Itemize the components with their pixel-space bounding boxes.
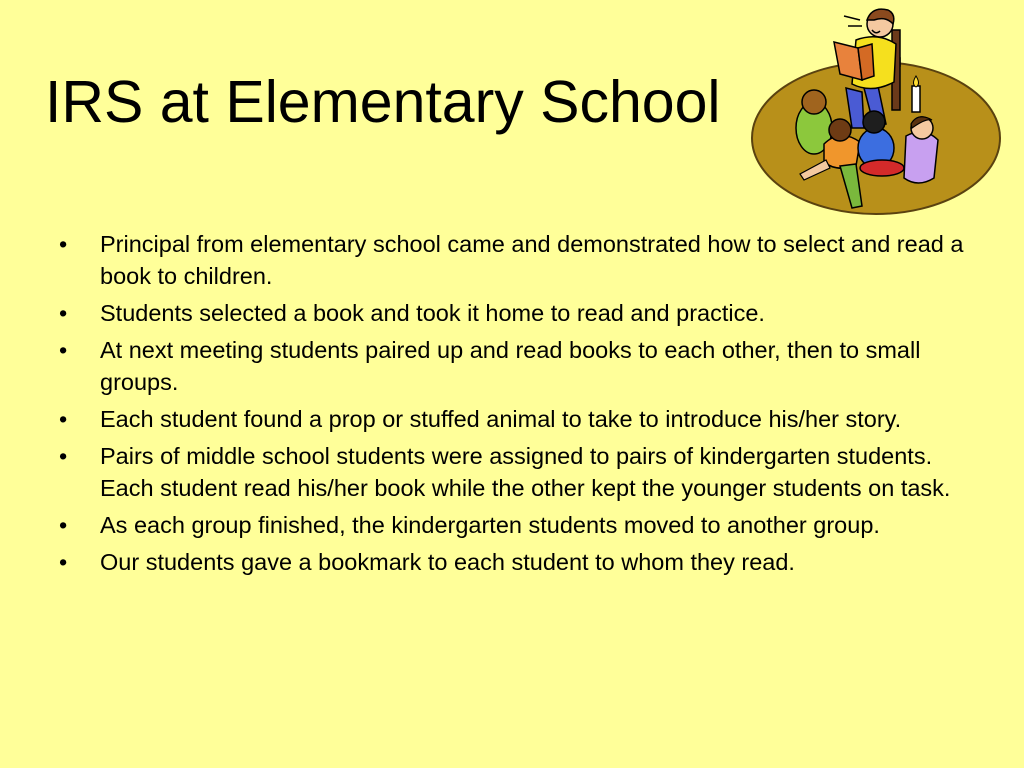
bullet-item [55,509,970,541]
bullet-mark: • [59,300,68,326]
storytime-teacher-reading-to-children-icon [748,2,1004,216]
bullet-item [55,334,970,398]
bullet-list [55,228,970,583]
bullet-mark: • [59,512,68,538]
bullet-text: As each group finished, the kindergarten students moved to another group. [100,512,880,538]
bullet-mark: • [59,443,68,469]
bullet-text: Principal from elementary school came and demonstrated how to select and read a book to children. [100,231,970,289]
bullet-text: At next meeting students paired up and read books to each other, then to small groups. [100,337,927,395]
bullet-text: Students selected a book and took it home to read and practice. [100,300,765,326]
bullet-mark: • [59,337,68,363]
bullet-item [55,297,970,329]
bullet-item [55,228,970,292]
slide-title: IRS at Elementary School [45,69,721,135]
bullet-item [55,403,970,435]
bullet-item [55,546,970,578]
bullet-text: Each student found a prop or stuffed animal to take to introduce his/her story. [100,406,902,432]
bullet-mark: • [59,231,68,257]
bullet-text: Our students gave a bookmark to each student to whom they read. [100,549,795,575]
bullet-mark: • [59,549,68,575]
bullet-text: Pairs of middle school students were assigned to pairs of kindergarten students. Each student read his/her book while the other kept the younger students on task. [100,443,951,501]
bullet-mark: • [59,406,68,432]
bullet-item [55,440,970,504]
